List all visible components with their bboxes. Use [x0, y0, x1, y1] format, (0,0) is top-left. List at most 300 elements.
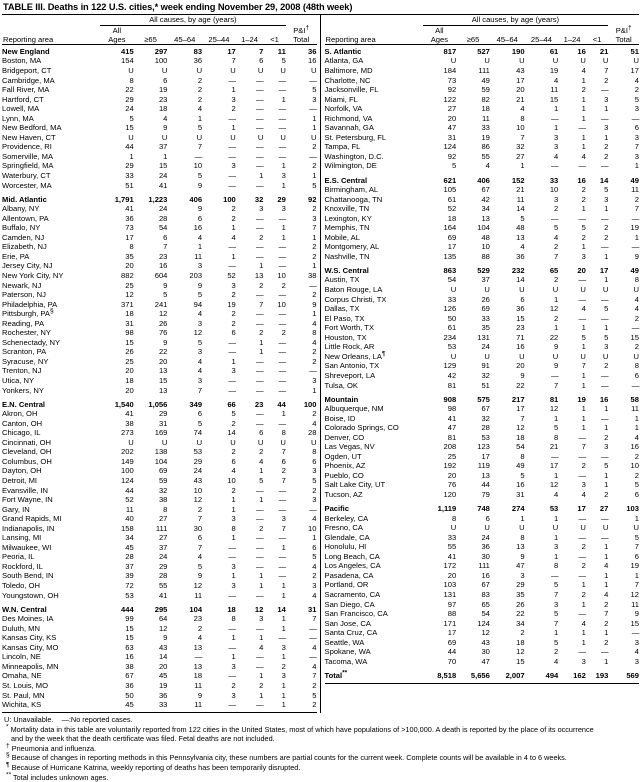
value-cell: U — [484, 351, 490, 361]
value-cell: — — [278, 504, 286, 514]
value-cell: 31 — [447, 132, 457, 142]
value-cell: 70 — [447, 656, 457, 666]
value-cell: 44 — [481, 480, 490, 490]
value-cell: U — [128, 437, 134, 447]
value-cell: 6 — [197, 213, 203, 223]
value-cell: 6 — [259, 428, 264, 438]
value-cell: 1 — [604, 470, 609, 480]
value-cell: 1 — [554, 532, 559, 542]
value-cell: 4 — [520, 104, 525, 114]
value-cell: 202 — [121, 447, 134, 457]
value-cell: 76 — [158, 328, 168, 338]
value-cell: — — [256, 309, 264, 319]
value-cell: 3 — [231, 661, 236, 671]
value-cell: 1 — [554, 123, 559, 133]
header-ages: Ages — [100, 35, 134, 45]
value-cell: U — [519, 523, 525, 533]
table-row — [2, 309, 317, 319]
value-cell: 27 — [158, 533, 168, 543]
value-cell: 58 — [630, 394, 639, 404]
value-cell: 2 — [604, 490, 609, 500]
table-row — [2, 233, 317, 243]
value-cell: U — [128, 66, 134, 75]
table-row — [2, 366, 317, 376]
reporting-area-cell: Peoria, IL — [2, 552, 35, 562]
reporting-area-cell: Kansas City, MO — [2, 642, 59, 652]
table-row — [2, 581, 317, 591]
reporting-area-cell: Fall River, MA — [2, 85, 50, 95]
reporting-area-cell: Sacramento, CA — [324, 589, 381, 599]
reporting-area-cell: Minneapolis, MN — [2, 661, 59, 671]
value-cell: 7 — [312, 671, 317, 681]
table-row — [2, 376, 317, 386]
value-cell: 103 — [443, 580, 457, 590]
value-cell: U — [602, 523, 609, 533]
reporting-area-cell: Nashville, TN — [324, 251, 370, 261]
value-cell: 6 — [312, 456, 317, 466]
reporting-area-cell: San Diego, CA — [324, 599, 375, 609]
value-cell: 1 — [259, 571, 264, 581]
value-cell: 7 — [604, 609, 609, 619]
header-all: All — [112, 26, 122, 35]
value-cell: 17 — [447, 242, 457, 252]
value-cell: 1 — [581, 580, 586, 590]
table-row — [2, 662, 317, 672]
reporting-area-cell: Austin, TX — [324, 275, 360, 285]
footnote-marker: § — [49, 307, 54, 315]
value-cell: U — [450, 56, 457, 66]
value-cell: — — [278, 290, 286, 300]
value-cell: 33 — [447, 532, 457, 542]
table-row — [2, 652, 317, 662]
value-cell: 3 — [281, 171, 286, 181]
reporting-area-cell: Tacoma, WA — [324, 656, 368, 666]
value-cell: 5 — [520, 470, 525, 480]
value-cell: 41 — [125, 409, 134, 419]
value-cell: 15 — [125, 123, 134, 133]
value-cell: 1 — [604, 480, 609, 490]
value-cell: 92 — [447, 85, 457, 95]
value-cell: 48 — [481, 232, 490, 242]
reporting-area-cell: W.S. Central — [324, 265, 369, 275]
table-row — [325, 114, 640, 124]
value-cell: — — [228, 590, 236, 600]
value-cell: 4 — [554, 232, 559, 242]
value-cell: 31 — [516, 490, 525, 500]
value-cell: 3 — [231, 94, 236, 104]
value-cell: — — [578, 161, 586, 171]
table-row-region — [325, 261, 640, 275]
value-cell: 4 — [312, 642, 317, 652]
value-cell: 1 — [581, 342, 586, 352]
value-cell: 65 — [481, 599, 490, 609]
value-cell: 2 — [231, 680, 236, 690]
value-cell: 1 — [231, 251, 236, 261]
table-row — [325, 404, 640, 414]
value-cell: 99 — [125, 614, 134, 624]
table-row — [2, 633, 317, 643]
value-cell: 33 — [481, 123, 490, 133]
reporting-area-cell: Albany, NY — [2, 204, 40, 214]
value-cell: 32 — [254, 194, 264, 204]
value-cell: U — [602, 56, 609, 66]
value-cell: 51 — [630, 46, 639, 56]
value-cell: 11 — [631, 404, 639, 414]
value-cell: 41 — [158, 590, 168, 600]
value-cell: 3 — [231, 161, 236, 171]
table-row — [325, 514, 640, 524]
value-cell: 1 — [312, 113, 317, 123]
value-cell: 29 — [158, 409, 168, 419]
value-cell: 12 — [549, 404, 559, 414]
reporting-area-cell: Lynn, MA — [2, 113, 34, 123]
value-cell: 3 — [554, 194, 559, 204]
value-cell: 1 — [520, 161, 525, 171]
value-cell: 13 — [158, 366, 168, 376]
value-cell: 12 — [549, 480, 559, 490]
value-cell: 2 — [581, 561, 586, 571]
value-cell: 32 — [158, 485, 168, 495]
value-cell: 1 — [604, 628, 609, 638]
value-cell: 6 — [231, 456, 236, 466]
value-cell: 5 — [634, 94, 639, 104]
value-cell: 22 — [516, 380, 525, 390]
value-cell: 16 — [481, 570, 490, 580]
reporting-area-cell: Charlotte, NC — [324, 75, 371, 85]
value-cell: 52 — [125, 495, 134, 505]
table-row — [2, 290, 317, 300]
value-cell: 2 — [197, 623, 203, 633]
value-cell: 2 — [604, 618, 609, 628]
header-1-24: 1–24 — [236, 35, 264, 45]
value-cell: 5 — [554, 423, 559, 433]
reporting-area-cell: San Francisco, CA — [324, 609, 388, 619]
value-cell: — — [256, 623, 264, 633]
header-blank6-r — [586, 26, 608, 36]
value-cell: 9 — [312, 299, 317, 309]
value-cell: 12 — [481, 628, 490, 638]
value-cell: 18 — [516, 637, 525, 647]
value-cell: 2 — [281, 466, 286, 476]
value-cell: 1 — [634, 570, 639, 580]
table-row — [325, 142, 640, 152]
value-cell: 49 — [516, 461, 525, 471]
value-cell: 88 — [447, 609, 457, 619]
value-cell: 43 — [481, 637, 490, 647]
value-cell: U — [484, 56, 490, 66]
value-cell: 3 — [604, 194, 609, 204]
value-cell: — — [256, 318, 264, 328]
value-cell: 748 — [477, 504, 490, 514]
table-row — [325, 471, 640, 481]
value-cell: 3 — [259, 204, 264, 214]
value-cell: 73 — [125, 223, 134, 233]
value-cell: 1 — [581, 370, 586, 380]
table-row — [325, 523, 640, 533]
table-row — [2, 204, 317, 214]
value-cell: 12 — [125, 290, 134, 300]
reporting-area-cell: Trenton, NJ — [2, 366, 42, 376]
value-cell: 111 — [155, 523, 168, 533]
value-cell: — — [256, 251, 264, 261]
reporting-area-cell: Total** — [324, 669, 348, 681]
value-cell: 3 — [231, 280, 236, 290]
value-cell: 11 — [194, 251, 203, 261]
value-cell: 193 — [595, 671, 609, 681]
value-cell: 11 — [277, 46, 286, 56]
value-cell: 154 — [121, 56, 134, 66]
value-cell: 4 — [312, 590, 317, 600]
header-spacer-r — [325, 15, 423, 26]
value-cell: 92 — [447, 151, 457, 161]
table-row — [325, 285, 640, 295]
value-cell: 1 — [581, 94, 586, 104]
value-cell: 1,056 — [148, 399, 168, 409]
table-body-left — [2, 45, 317, 710]
value-cell: — — [228, 242, 236, 252]
value-cell: — — [256, 385, 264, 395]
value-cell: — — [228, 113, 236, 123]
value-cell: 4 — [520, 242, 525, 252]
deaths-table-right — [325, 15, 640, 681]
value-cell: 1 — [231, 504, 236, 514]
value-cell: 67 — [481, 185, 490, 195]
value-cell: 104 — [477, 223, 490, 233]
value-cell: 4 — [197, 633, 203, 643]
value-cell: 1 — [231, 652, 236, 662]
value-cell: 7 — [259, 46, 264, 56]
value-cell: — — [256, 542, 264, 552]
value-cell: U — [161, 132, 168, 142]
value-cell: 3 — [604, 442, 609, 452]
value-cell: 2 — [312, 142, 317, 152]
value-cell: — — [256, 213, 264, 223]
value-cell: 81 — [549, 394, 559, 404]
value-cell: — — [601, 451, 609, 461]
footnote-marker: ** — [6, 771, 12, 779]
value-cell: 21 — [599, 46, 609, 56]
reporting-area-cell: Knoxville, TN — [324, 204, 370, 214]
value-cell: — — [256, 356, 264, 366]
value-cell: 2 — [604, 75, 609, 85]
value-cell: 1 — [520, 513, 525, 523]
value-cell: 1 — [581, 104, 586, 114]
value-cell: 5 — [520, 213, 525, 223]
value-cell: U — [311, 437, 317, 447]
value-cell: 3 — [281, 671, 286, 681]
reporting-area-cell: Providence, RI — [2, 142, 52, 152]
reporting-area-cell: Scranton, PA — [2, 347, 47, 357]
value-cell: 20 — [447, 570, 457, 580]
table-row — [2, 466, 317, 476]
value-cell: U — [552, 351, 559, 361]
value-cell: 9 — [163, 337, 168, 347]
footnote-marker: ** — [342, 669, 348, 677]
reporting-area-cell: Springfield, MA — [2, 161, 54, 171]
value-cell: 1 — [581, 113, 586, 123]
value-cell: 10 — [549, 185, 559, 195]
table-row — [325, 304, 640, 314]
table-row — [325, 580, 640, 590]
value-cell: 17 — [549, 461, 559, 471]
value-cell: 12 — [630, 589, 639, 599]
value-cell: 25 — [125, 280, 134, 290]
value-cell: U — [633, 56, 639, 66]
value-cell: 406 — [477, 175, 490, 185]
value-cell: 43 — [516, 66, 525, 75]
value-cell: 10 — [516, 123, 525, 133]
value-cell: 5 — [604, 461, 609, 471]
value-cell: 529 — [477, 265, 490, 275]
value-cell: — — [631, 380, 639, 390]
value-cell: — — [256, 85, 264, 95]
table-row — [325, 480, 640, 490]
value-cell: — — [256, 75, 264, 85]
value-cell: 1 — [281, 223, 286, 233]
value-cell: 1 — [581, 404, 586, 414]
value-cell: 6 — [259, 56, 264, 66]
value-cell: — — [228, 376, 236, 385]
value-cell: 190 — [511, 46, 525, 56]
reporting-area-cell: Evansville, IN — [2, 485, 49, 495]
value-cell: — — [309, 633, 317, 643]
table-row — [325, 76, 640, 86]
reporting-area-cell: Little Rock, AR — [324, 342, 375, 352]
value-cell: 20 — [516, 361, 525, 371]
value-cell: 7 — [554, 589, 559, 599]
value-cell: 45 — [158, 671, 168, 681]
value-cell: 11 — [631, 599, 639, 609]
reporting-area-cell: Berkeley, CA — [324, 513, 369, 523]
value-cell: — — [278, 309, 286, 319]
header-spacer2 — [286, 15, 317, 26]
value-cell: 17 — [227, 46, 236, 56]
header-blank6 — [263, 26, 285, 36]
value-cell: 23 — [516, 323, 525, 333]
value-cell: — — [578, 294, 586, 304]
table-row — [2, 133, 317, 143]
value-cell: — — [278, 261, 286, 271]
value-cell: 7 — [259, 299, 264, 309]
value-cell: 4 — [197, 309, 203, 319]
value-cell: 1 — [281, 680, 286, 690]
value-cell: 5 — [604, 185, 609, 195]
table-row — [2, 281, 317, 291]
value-cell: 47 — [447, 423, 457, 433]
value-cell: 1 — [634, 423, 639, 433]
value-cell: 6 — [634, 123, 639, 133]
value-cell: 36 — [308, 46, 317, 56]
reporting-area-cell: Colorado Springs, CO — [324, 423, 399, 433]
footnote-item — [4, 725, 637, 735]
value-cell: 158 — [121, 523, 134, 533]
value-cell: 14 — [516, 275, 525, 285]
value-cell: U — [450, 523, 457, 533]
value-cell: 1 — [281, 652, 286, 662]
value-cell: 1 — [581, 637, 586, 647]
value-cell: 1 — [281, 542, 286, 552]
value-cell: U — [633, 285, 639, 295]
value-cell: 10 — [277, 299, 286, 309]
value-cell: 1 — [604, 132, 609, 142]
two-column-table-layout — [2, 15, 639, 713]
footnote-text: Pneumonia and influenza. — [9, 743, 97, 753]
value-cell: 527 — [477, 46, 490, 56]
reporting-area-cell: Camden, NJ — [2, 232, 45, 242]
value-cell: 295 — [154, 604, 168, 614]
reporting-area-cell: New Orleans, LA¶ — [324, 350, 386, 361]
value-cell: 2 — [554, 313, 559, 323]
value-cell: 1 — [259, 171, 264, 181]
table-row — [325, 461, 640, 471]
table-row — [325, 333, 640, 343]
reporting-area-cell: Erie, PA — [2, 251, 30, 261]
value-cell: 16 — [158, 261, 168, 271]
value-cell: 4 — [259, 456, 264, 466]
value-cell: 3 — [281, 642, 286, 652]
value-cell: 5 — [312, 475, 317, 485]
value-cell: 3 — [197, 261, 203, 271]
value-cell: 1 — [281, 580, 286, 590]
value-cell: 3 — [604, 94, 609, 104]
value-cell: 23 — [193, 614, 203, 624]
value-cell: 8 — [281, 428, 286, 438]
value-cell: 69 — [158, 466, 168, 476]
table-row — [2, 524, 317, 534]
table-row — [325, 342, 640, 352]
header-blank-r — [325, 26, 423, 36]
value-cell: 26 — [481, 294, 490, 304]
reporting-area-cell: Jacksonville, FL — [324, 85, 379, 95]
reporting-area-cell: Omaha, NE — [2, 671, 42, 681]
value-cell: 23 — [254, 399, 264, 409]
value-cell: 152 — [511, 175, 525, 185]
value-cell: 1 — [259, 347, 264, 357]
value-cell: 18 — [125, 376, 134, 385]
reporting-area-cell: Honolulu, HI — [324, 542, 367, 552]
value-cell: 86 — [481, 142, 490, 152]
value-cell: 2 — [634, 342, 639, 352]
value-cell: 1 — [554, 323, 559, 333]
reporting-area-cell: Boston, MA — [2, 56, 42, 66]
value-cell: 5 — [197, 290, 203, 300]
table-row-region — [325, 171, 640, 185]
table-header-right — [325, 15, 640, 45]
value-cell: — — [278, 242, 286, 252]
value-cell: 41 — [158, 180, 168, 190]
value-cell: 882 — [121, 270, 134, 280]
table-row — [325, 214, 640, 224]
value-cell: 1 — [604, 204, 609, 214]
value-cell: 2 — [634, 451, 639, 461]
footnote-item — [4, 773, 637, 782]
value-cell: 1 — [604, 323, 609, 333]
table-row — [2, 533, 317, 543]
reporting-area-cell: Albuquerque, NM — [324, 404, 384, 414]
value-cell: 11 — [194, 700, 203, 710]
value-cell: 4 — [634, 304, 639, 314]
right-table-panel — [321, 15, 640, 713]
value-cell: — — [256, 180, 264, 190]
value-cell: 45 — [125, 700, 134, 710]
value-cell: 20 — [158, 661, 168, 671]
value-cell: 31 — [125, 318, 134, 328]
reporting-area-cell: New Haven, CT — [2, 132, 56, 142]
value-cell: 10 — [630, 461, 639, 471]
table-row — [325, 571, 640, 581]
value-cell: — — [278, 213, 286, 223]
value-cell: — — [278, 142, 286, 152]
